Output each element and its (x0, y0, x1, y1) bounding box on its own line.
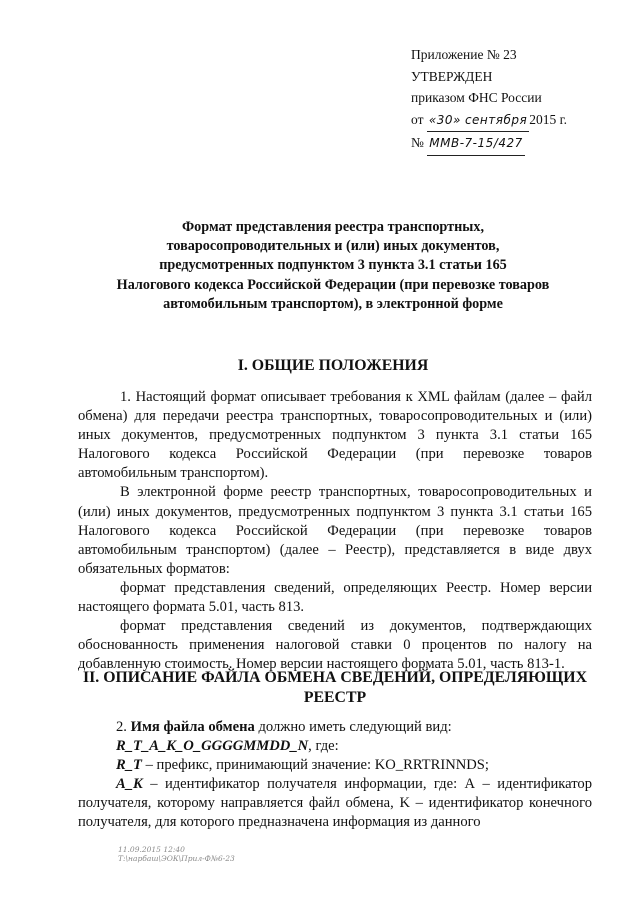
date-day-handwritten: «30» (427, 110, 463, 133)
section-2-heading-line: РЕЕСТР (303, 689, 367, 706)
number-prefix: № (411, 135, 424, 150)
paragraph (78, 756, 592, 775)
paragraph-number: 2. (116, 719, 127, 735)
section-2-heading (78, 668, 592, 708)
paragraph: формат представления сведений, определяющих Реестр. Номер версии настоящего формата 5.01, часть 813. (78, 579, 592, 616)
title-line: Формат представления реестра транспортных, (181, 219, 484, 235)
section-2-body (78, 718, 592, 833)
order-reference: приказом ФНС России (411, 90, 542, 105)
paragraph: формат представления сведений из документов, подтверждающих обоснованность применения налоговой ставки 0 процентов по налогу на добавленную стоимость. Номер версии настоящего формата 5.01, часть 813-1. (78, 618, 592, 673)
footer-timestamp: 11.09.2015 12:40 (118, 845, 185, 854)
paragraph-text: – префикс, принимающий значение: KO_RRTRINNDS; (141, 757, 489, 774)
bold-term: Имя файла обмена (130, 719, 255, 735)
document-title (90, 218, 576, 314)
date-year: 2015 г. (529, 111, 567, 127)
date-prefix: от (411, 111, 424, 127)
paragraph: В электронной форме реестр транспортных, товаросопроводительных и (или) иных документов, предусмотренных подпунктом 3 пункта 3.1 статьи 165 Налогового кодекса Российской Федерации (при перевозке товаров автомобильным транспортом) (далее – Реестр), представляется в виде двух обязательных форматов: (78, 484, 592, 577)
section-2-heading-line: II. ОПИСАНИЕ ФАЙЛА ОБМЕНА СВЕДЕНИЙ, ОПРЕДЕЛЯЮЩИХ (83, 669, 587, 686)
footer-stamp (118, 845, 235, 863)
code-term: R_T (116, 757, 142, 774)
paragraph-text: – идентификатор получателя информации, где: А – идентификатор получателя, которому направляется файл обмена, K – идентификатор конечного получателя, для которого предназначена информация из данного (78, 776, 592, 831)
title-line: товаросопроводительных и (или) иных документов, (166, 238, 500, 255)
approval-block (411, 44, 611, 156)
code-term: A_K (116, 776, 143, 793)
file-name-pattern: R_T_A_K_O_GGGGMMDD_N (116, 738, 309, 755)
title-line: Налогового кодекса Российской Федерации (при перевозке товаров (116, 276, 550, 293)
paragraph (78, 775, 592, 832)
appendix-number: Приложение № 23 (411, 47, 517, 62)
paragraph: 1. Настоящий формат описывает требования к XML файлам (далее – файл обмена) для передачи реестра транспортных, товаросопроводительных и (или) иных документов, предусмотренных подпунктом 3 пункта 3.1 статьи 165 Налогового кодекса Российской Федерации (при перевозке товаров автомобильным транспортом). (78, 389, 592, 482)
title-line: предусмотренных подпунктом 3 пункта 3.1 статьи 165 (159, 257, 507, 274)
title-line: автомобильным транспортом), в электронной форме (163, 295, 503, 312)
footer-path: Т:\нарбаш\ЭОК\Прил-Ф№6-23 (118, 854, 235, 863)
order-number (411, 132, 611, 156)
paragraph-text: должно иметь следующий вид: (258, 719, 452, 735)
order-date (411, 109, 611, 133)
paragraph (78, 737, 592, 756)
section-1-body (78, 388, 592, 674)
approved-label: УТВЕРЖДЕН (411, 68, 493, 84)
date-month-handwritten: сентября (463, 110, 529, 133)
section-1-heading: I. ОБЩИЕ ПОЛОЖЕНИЯ (237, 357, 429, 374)
paragraph-text: , где: (308, 738, 339, 755)
paragraph (78, 718, 592, 737)
order-number-handwritten: ММВ-7-15/427 (427, 133, 524, 156)
